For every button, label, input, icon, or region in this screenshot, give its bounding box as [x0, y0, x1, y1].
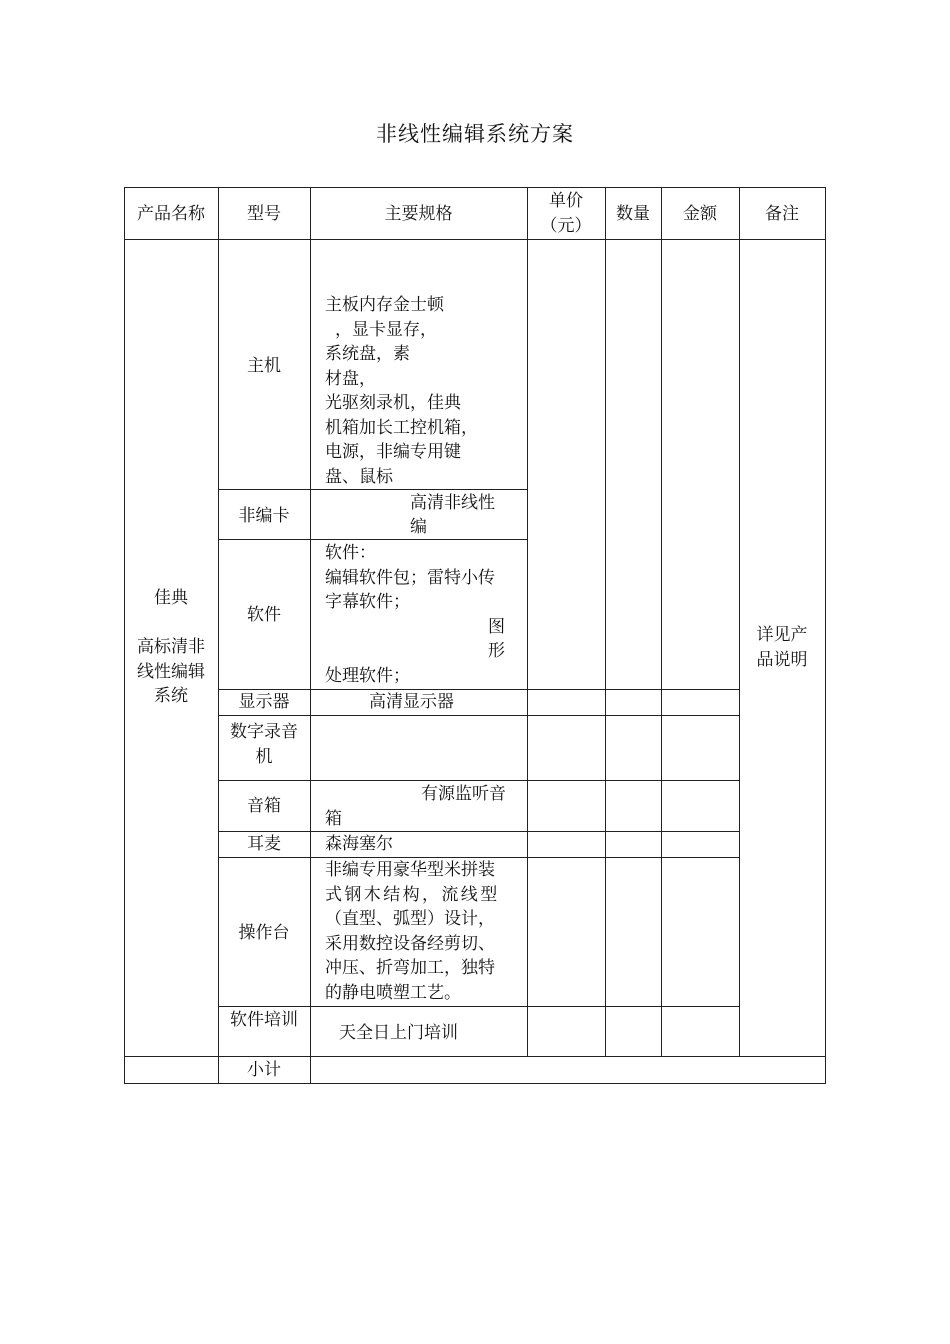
spec-console [325, 858, 525, 1005]
header-spec: 主要规格 [384, 204, 453, 224]
spec-line: 箱 [325, 808, 342, 829]
spec-line: 的静电喷塑工艺。 [325, 982, 461, 1003]
header-remark: 备注 [765, 204, 799, 224]
model-line: 数字录音 [230, 722, 298, 742]
table-column-rule [605, 187, 606, 1057]
spec-line: 盘、鼠标 [325, 466, 393, 487]
table-rule [124, 1056, 826, 1057]
remark-line: 详见产 [756, 625, 808, 645]
header-quantity: 数量 [616, 204, 650, 224]
remark-text [739, 623, 825, 672]
spec-line: （直型、弧型）设计， [325, 909, 495, 929]
table-rule [124, 239, 826, 240]
spec-display: 高清显示器 [369, 692, 454, 712]
spec-line: 字幕软件； [325, 592, 410, 612]
header-product-name: 产品名称 [137, 204, 205, 224]
spec-line: 式钢木结构，流线型 [325, 884, 500, 905]
table-column-rule [739, 187, 740, 1057]
table-rule [218, 489, 528, 490]
spec-line: 处理软件； [325, 665, 410, 686]
spec-line: 采用数控设备经剪切、 [325, 933, 495, 954]
quote-table [124, 187, 826, 1084]
header-amount: 金额 [683, 204, 717, 224]
model-software: 软件 [247, 605, 281, 625]
model-console: 操作台 [238, 923, 290, 943]
table-border-bottom [124, 1083, 826, 1084]
page-title: 非线性编辑系统方案 [376, 122, 574, 146]
table-column-rule [310, 187, 311, 1084]
model-display: 显示器 [238, 692, 290, 712]
product-name [124, 586, 218, 709]
header-model: 型号 [247, 204, 281, 224]
subtotal-label: 小计 [247, 1060, 281, 1080]
product-name-line: 系统 [154, 686, 188, 706]
table-column-rule [661, 187, 662, 1057]
spec-line: 主板内存金士顿 [325, 295, 444, 315]
spec-edit-card [410, 491, 526, 538]
spec-host [325, 293, 525, 489]
header-unit-price-line: 单价 [549, 191, 583, 211]
table-rule [218, 539, 528, 540]
model-software-training: 软件培训 [230, 1010, 298, 1030]
spec-line: 编 [410, 516, 427, 537]
spec-line: 光驱刻录机，佳典 [325, 393, 461, 413]
product-name-line: 佳典 [154, 588, 188, 608]
spec-line: 机箱加长工控机箱， [325, 417, 478, 438]
spec-line: 图 [488, 616, 505, 637]
model-edit-card: 非编卡 [238, 506, 290, 526]
spec-line: 系统盘，素 [325, 344, 410, 364]
spec-line: 有源监听音 [421, 784, 506, 804]
header-unit-price-unit: （元） [540, 215, 592, 236]
model-speaker: 音箱 [247, 796, 281, 816]
product-name-line: 线性编辑 [137, 661, 205, 682]
model-host: 主机 [247, 356, 281, 376]
remark-line: 品说明 [756, 649, 808, 670]
spec-speaker [325, 782, 525, 831]
spec-line: 编辑软件包；雷特小传 [325, 567, 495, 588]
spec-line: 冲压、折弯加工，独特 [325, 958, 495, 978]
spec-software-training: 天全日上门培训 [339, 1023, 458, 1043]
spec-line: 软件： [325, 543, 376, 563]
model-line: 机 [255, 746, 273, 767]
spec-line: ，显卡显存， [335, 319, 437, 340]
spec-line: 形 [488, 641, 505, 661]
model-digital-recorder [218, 720, 310, 769]
model-headset: 耳麦 [247, 834, 281, 854]
table-border-top [124, 187, 826, 188]
header-unit-price [527, 189, 605, 238]
spec-line: 高清非线性 [410, 493, 495, 513]
table-column-rule [218, 187, 219, 1084]
spec-line: 电源，非编专用键 [325, 442, 461, 462]
table-column-rule [527, 187, 528, 1057]
spec-headset: 森海塞尔 [325, 834, 393, 854]
product-name-line: 高标清非 [137, 637, 205, 657]
spec-line: 材盘， [325, 368, 376, 389]
spec-software [325, 541, 525, 688]
table-border-right [825, 187, 826, 1084]
spec-line: 非编专用豪华型米拼装 [325, 860, 495, 880]
